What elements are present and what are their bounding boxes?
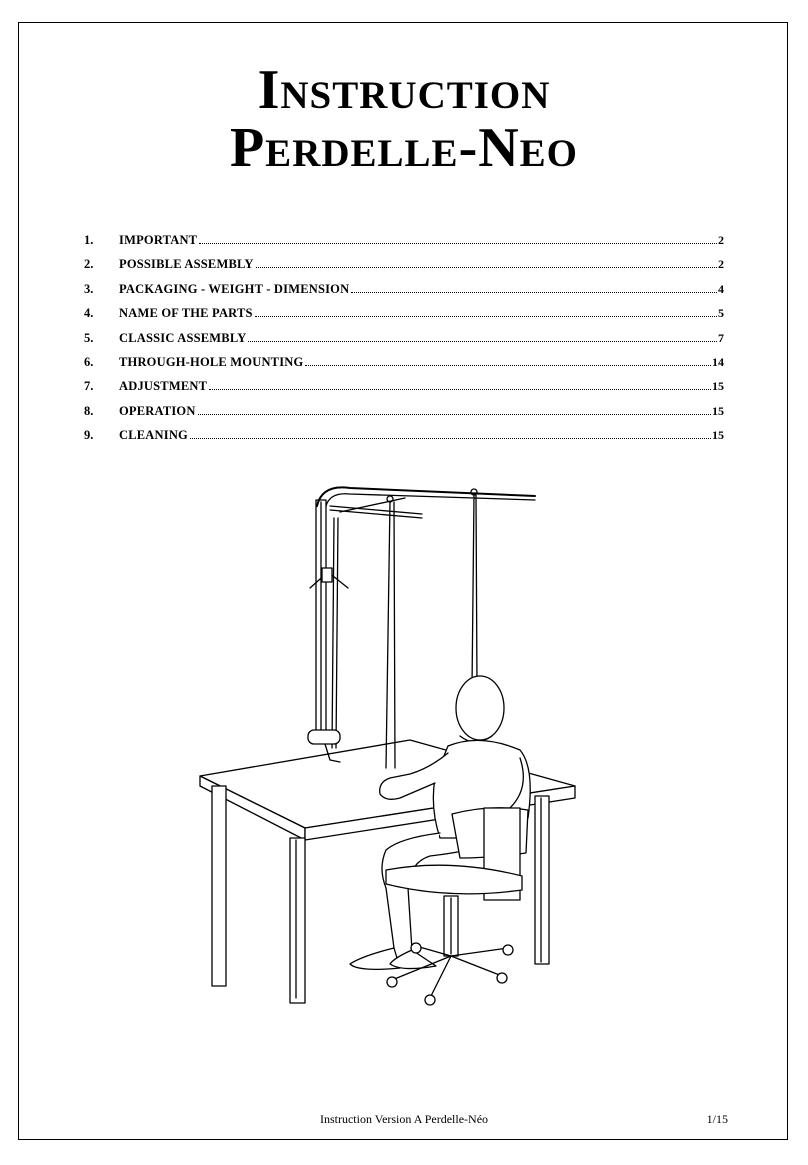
toc-page-number: 2 <box>718 233 724 247</box>
toc-leader-dots <box>199 243 717 244</box>
footer-page-number: 1/15 <box>706 1112 728 1126</box>
toc-label: IMPORTANT <box>119 233 198 247</box>
toc-page-number: 15 <box>712 428 724 443</box>
toc-entry[interactable] <box>84 306 724 330</box>
toc-number: 3. <box>84 281 94 296</box>
toc-label: POSSIBLE ASSEMBLY <box>119 257 254 272</box>
toc-number: 8. <box>84 403 94 418</box>
toc-label: CLEANING <box>119 428 188 443</box>
toc-leader-dots <box>351 292 717 293</box>
toc-page-number: 5 <box>718 306 724 321</box>
toc-entry[interactable] <box>84 257 724 281</box>
toc-entry[interactable] <box>84 404 724 428</box>
toc-label: CLASSIC ASSEMBLY <box>119 330 247 345</box>
toc-number: 4. <box>84 306 94 321</box>
toc-number: 5. <box>84 330 94 345</box>
toc-leader-dots <box>305 365 711 366</box>
toc-page-number: 15 <box>712 403 724 418</box>
toc-label: NAME OF THE PARTS <box>119 306 253 321</box>
toc-page-number: 14 <box>712 354 724 369</box>
toc-entry[interactable] <box>84 428 724 452</box>
toc-entry[interactable] <box>84 355 724 379</box>
toc-number: 1. <box>84 233 94 247</box>
toc-page-number: 15 <box>712 379 724 394</box>
toc-number: 7. <box>84 379 94 394</box>
perdelle-neo-device-illustration <box>308 487 535 768</box>
product-illustration <box>190 478 590 1018</box>
toc-label: PACKAGING - WEIGHT - DIMENSION <box>119 281 350 296</box>
toc-entry[interactable] <box>84 379 724 403</box>
toc-leader-dots <box>198 414 711 415</box>
toc-entry[interactable] <box>84 282 724 306</box>
table-of-contents <box>84 233 724 453</box>
toc-page-number: 4 <box>718 281 724 296</box>
toc-page-number: 2 <box>718 257 724 272</box>
toc-entry[interactable] <box>84 331 724 355</box>
toc-leader-dots <box>209 389 711 390</box>
toc-page-number: 7 <box>718 330 724 345</box>
toc-label: OPERATION <box>119 403 196 418</box>
toc-number: 6. <box>84 354 94 369</box>
toc-leader-dots <box>255 316 717 317</box>
toc-label: THROUGH-HOLE MOUNTING <box>119 354 304 369</box>
document-title-line-1: Instruction <box>257 59 551 121</box>
toc-label: ADJUSTMENT <box>119 379 208 394</box>
toc-leader-dots <box>190 438 711 439</box>
toc-entry[interactable] <box>84 233 724 257</box>
toc-number: 2. <box>84 257 94 272</box>
toc-leader-dots <box>248 341 717 342</box>
toc-number: 9. <box>84 428 94 443</box>
document-title-line-2: Perdelle-Neo <box>229 117 579 179</box>
footer-text: Instruction Version A Perdelle-Néo <box>319 1112 489 1126</box>
toc-leader-dots <box>256 267 717 268</box>
